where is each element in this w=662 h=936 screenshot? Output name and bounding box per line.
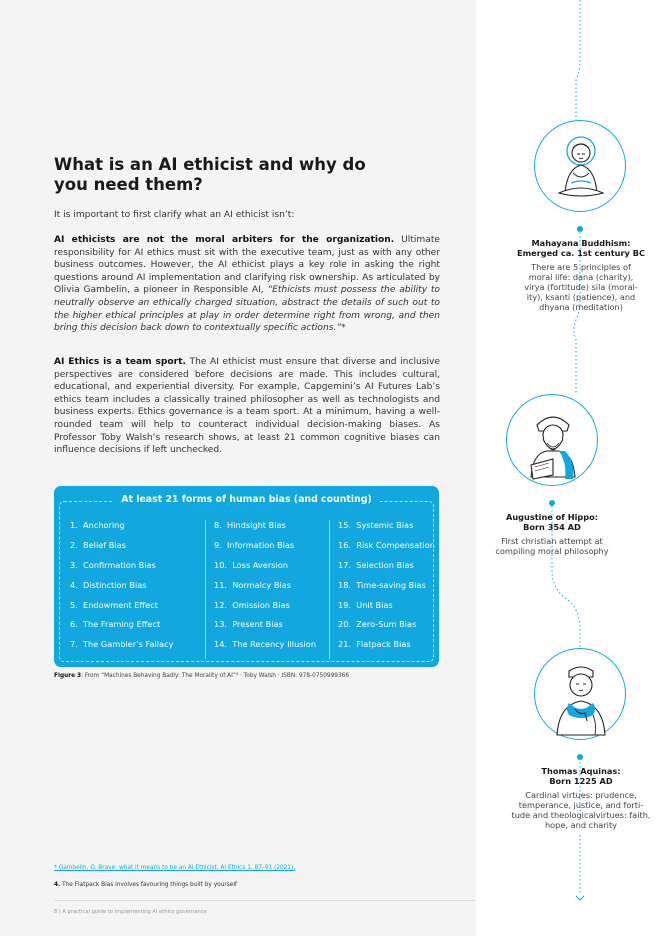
era-description-line: First christian attempt at (501, 536, 603, 546)
bias-number: 2. (70, 539, 78, 550)
bias-number: 20. (338, 619, 352, 630)
bias-number: 8. (214, 520, 222, 530)
bias-number: 12. (214, 599, 228, 610)
bias-label: The Recency Illusion (232, 639, 317, 650)
footnote-number: 4. (54, 882, 61, 888)
bias-item (330, 560, 435, 580)
bias-label: Anchoring (83, 520, 125, 530)
bias-number: 16. (338, 539, 352, 550)
bias-column-3 (329, 520, 435, 659)
bias-item (70, 619, 173, 639)
bias-item (330, 540, 435, 560)
era-description-line: ity), ksanti (patience), and (526, 292, 636, 302)
bias-label: Zero-Sum Bias (356, 619, 417, 630)
bias-label: Time-saving Bias (356, 579, 426, 590)
bias-item (70, 540, 173, 560)
era-name: Thomas Aquinas: (541, 766, 621, 776)
bias-number: 17. (338, 559, 352, 570)
bias-number: 13. (214, 619, 228, 630)
bias-label: Information Bias (227, 539, 295, 550)
bias-label: Flatpack Bias (356, 639, 411, 650)
paragraph-lead: AI Ethics is a team sport. (54, 357, 186, 367)
era-description-line: compiling moral philosophy (495, 546, 609, 556)
bias-item (330, 619, 435, 639)
bias-label: Belief Bias (83, 539, 126, 550)
bias-label: Present Bias (232, 619, 283, 630)
bias-item (70, 600, 173, 620)
bias-list-box (54, 486, 439, 667)
bias-number: 1. (70, 520, 78, 530)
era-description-line: tude and theologicalvirtues: faith, (511, 810, 651, 820)
era-description-line: moral life: dana (charity), (528, 272, 634, 282)
bias-label: Selection Bias (356, 559, 414, 570)
gambelin-quote: “Ethicists must possess the ability to neutrally observe an ethically charged situation, abstract the details of such out to the higher ethical principles at play in order determine right from wrong, and then bring this decision back down to contextually specific actions.”* (54, 285, 440, 334)
era-description-line: temperance, justice, and forti- (518, 800, 644, 810)
bias-item (206, 540, 316, 560)
bias-number: 19. (338, 599, 352, 610)
bias-label: Systemic Bias (356, 520, 414, 530)
bias-item (330, 600, 435, 620)
era-name: Augustine of Hippo: (506, 512, 598, 522)
era-description (502, 790, 660, 830)
bias-item (330, 520, 435, 540)
bias-number: 21. (338, 639, 352, 650)
bias-label: Distinction Bias (83, 579, 147, 590)
bias-number: 6. (70, 619, 78, 630)
bias-column-2 (205, 520, 316, 659)
era-title (506, 238, 656, 258)
era-date: Born 1225 AD (549, 776, 613, 786)
paragraph-team-sport (54, 356, 440, 457)
paragraph-lead: AI ethicists are not the moral arbiters for the organization. (54, 235, 395, 245)
aquinas-icon (535, 649, 627, 741)
bias-item (206, 580, 316, 600)
paragraph-body: Ultimate responsibility for AI ethics must sit with the executive team, just as with any other business outcomes. However, the AI ethicist plays a key role in asking the right questions around AI implementation and clarifying risk ownership. As articulated by Olivia Gambelin, a pioneer in Responsible AI, (54, 235, 440, 296)
bias-number: 3. (70, 559, 78, 570)
bias-label: Unit Bias (356, 599, 393, 610)
bias-number: 10. (214, 559, 228, 570)
bias-box-title-text: At least 21 forms of human bias (and counting) (113, 494, 380, 505)
bias-label: Confirmation Bias (83, 559, 156, 570)
bias-label: Risk Compensation (356, 539, 435, 550)
bias-item (206, 520, 316, 540)
augustine-portrait (506, 394, 598, 486)
aquinas-portrait (534, 648, 626, 740)
ethics-timeline (476, 0, 662, 936)
bias-item (206, 600, 316, 620)
bias-item (206, 639, 316, 659)
bias-number: 18. (338, 579, 352, 590)
era-description-line: There are 5 principles of (531, 262, 631, 272)
bias-number: 4. (70, 579, 78, 590)
bias-number: 5. (70, 599, 78, 610)
bias-column-1 (70, 520, 173, 659)
page-footer: 8 | A practical guide to implementing AI ethics governance (54, 909, 207, 915)
buddha-icon (535, 121, 627, 213)
bias-label: The Framing Effect (83, 619, 161, 630)
bias-number: 11. (214, 579, 228, 590)
bias-number: 7. (70, 639, 78, 650)
timeline-dot (577, 226, 583, 232)
bias-label: Hindsight Bias (227, 520, 286, 530)
intro-text: It is important to first clarify what an AI ethicist isn’t: (54, 210, 295, 220)
timeline-dot (549, 500, 555, 506)
footer-divider (54, 900, 476, 901)
bias-number: 15. (338, 520, 352, 530)
bias-label: The Gambler’s Fallacy (83, 639, 174, 650)
era-description (506, 262, 656, 312)
era-description-line: hope, and charity (544, 820, 618, 830)
footnote-flatpack (54, 882, 237, 888)
buddha-portrait (534, 120, 626, 212)
era-title (476, 512, 628, 532)
bias-label: Loss Aversion (232, 559, 288, 570)
era-description (476, 536, 628, 556)
augustine-icon (507, 395, 599, 487)
era-description-line: dhyana (meditation) (539, 302, 623, 312)
bias-label: Omission Bias (232, 599, 290, 610)
era-title (506, 766, 656, 786)
bias-box-title (54, 494, 439, 505)
timeline-dot (577, 754, 583, 760)
era-description-line: virya (fortitude) sila (moral- (524, 282, 638, 292)
bias-item (206, 560, 316, 580)
figure-caption-text: : From “Machines Behaving Badly: The Morality of AI”⁴ · Toby Walsh · ISBN: 978-0750999366 (81, 673, 350, 679)
bias-label: Normalcy Bias (232, 579, 291, 590)
bias-number: 9. (214, 539, 222, 550)
bias-item (70, 520, 173, 540)
bias-item (206, 619, 316, 639)
figure-caption (54, 673, 349, 679)
era-description-line: Cardinal virtues: prudence, (525, 790, 637, 800)
bias-item (330, 639, 435, 659)
bias-item (330, 580, 435, 600)
era-date: Born 354 AD (523, 522, 581, 532)
figure-label: Figure 3 (54, 673, 82, 679)
bias-item (70, 639, 173, 659)
page-title: What is an AI ethicist and why do you need them? (54, 155, 366, 194)
paragraph-moral-arbiters (54, 234, 440, 335)
era-date: Emerged ca. 1st century BC (517, 248, 645, 258)
gambelin-citation-link[interactable]: * Gambelin, O. Brave: what it means to be an AI Ethicist. AI Ethics 1, 87–91 (2021). (54, 865, 296, 871)
footnote-text: The Flatpack Bias involves favouring things built by yourself (60, 882, 237, 888)
era-name: Mahayana Buddhism: (531, 238, 631, 248)
bias-number: 14. (214, 639, 228, 650)
paragraph-body: The AI ethicist must ensure that diverse and inclusive perspectives are considered before decisions are made. This includes cultural, educational, and experiential diversity. For example, Capgemini’s AI Futures Lab’s ethics team includes a classically trained philosopher as well as technologists and business experts. Ethics governance is a team sport. At a minimum, having a well-rounded team will help to counteract individual decision-making biases. As Professor Toby Walsh’s research shows, at least 21 common cognitive biases can influence decisions if left unchecked. (54, 357, 440, 456)
bias-label: Endowment Effect (83, 599, 158, 610)
bias-item (70, 580, 173, 600)
bias-item (70, 560, 173, 580)
